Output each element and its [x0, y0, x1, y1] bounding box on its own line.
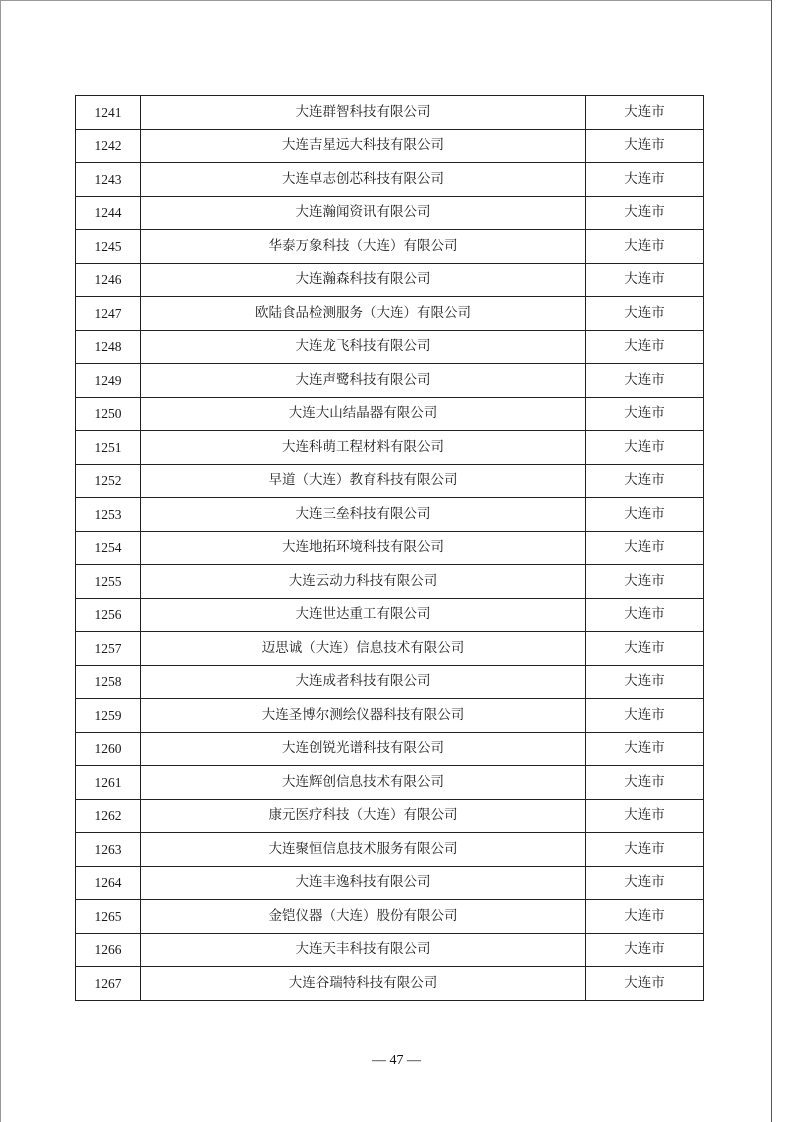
- row-number: 1243: [76, 163, 141, 197]
- table-row: [76, 397, 704, 431]
- city-name: 大连市: [586, 297, 704, 331]
- row-number: 1255: [76, 565, 141, 599]
- row-number: 1261: [76, 766, 141, 800]
- table-row: [76, 364, 704, 398]
- company-name: 大连大山结晶器有限公司: [141, 397, 586, 431]
- city-name: 大连市: [586, 699, 704, 733]
- city-name: 大连市: [586, 498, 704, 532]
- city-name: 大连市: [586, 330, 704, 364]
- company-name: 大连龙飞科技有限公司: [141, 330, 586, 364]
- company-name: 大连卓志创芯科技有限公司: [141, 163, 586, 197]
- row-number: 1249: [76, 364, 141, 398]
- city-name: 大连市: [586, 230, 704, 264]
- table-row: [76, 799, 704, 833]
- table-row: [76, 230, 704, 264]
- row-number: 1264: [76, 866, 141, 900]
- company-name: 大连圣博尔测绘仪器科技有限公司: [141, 699, 586, 733]
- city-name: 大连市: [586, 732, 704, 766]
- row-number: 1265: [76, 900, 141, 934]
- company-name: 大连群智科技有限公司: [141, 96, 586, 130]
- company-name: 大连声鹭科技有限公司: [141, 364, 586, 398]
- city-name: 大连市: [586, 967, 704, 1001]
- row-number: 1266: [76, 933, 141, 967]
- city-name: 大连市: [586, 833, 704, 867]
- company-name: 大连云动力科技有限公司: [141, 565, 586, 599]
- table-row: [76, 464, 704, 498]
- city-name: 大连市: [586, 531, 704, 565]
- row-number: 1257: [76, 632, 141, 666]
- table-row: [76, 163, 704, 197]
- row-number: 1244: [76, 196, 141, 230]
- city-name: 大连市: [586, 799, 704, 833]
- table-row: [76, 699, 704, 733]
- company-name: 大连天丰科技有限公司: [141, 933, 586, 967]
- company-table-body: [76, 96, 704, 1001]
- page-edge-left: [0, 0, 1, 1122]
- row-number: 1263: [76, 833, 141, 867]
- table-row: [76, 263, 704, 297]
- city-name: 大连市: [586, 263, 704, 297]
- page-number: — 47 —: [372, 1053, 421, 1068]
- city-name: 大连市: [586, 196, 704, 230]
- page-edge-right: [771, 0, 772, 1122]
- table-row: [76, 866, 704, 900]
- table-row: [76, 565, 704, 599]
- company-name: 大连科萌工程材料有限公司: [141, 431, 586, 465]
- company-name: 大连成者科技有限公司: [141, 665, 586, 699]
- company-name: 大连谷瑞特科技有限公司: [141, 967, 586, 1001]
- row-number: 1258: [76, 665, 141, 699]
- city-name: 大连市: [586, 565, 704, 599]
- company-table: [75, 95, 704, 1001]
- row-number: 1242: [76, 129, 141, 163]
- city-name: 大连市: [586, 431, 704, 465]
- table-row: [76, 531, 704, 565]
- row-number: 1251: [76, 431, 141, 465]
- company-name: 大连丰逸科技有限公司: [141, 866, 586, 900]
- company-name: 大连三垒科技有限公司: [141, 498, 586, 532]
- row-number: 1267: [76, 967, 141, 1001]
- table-row: [76, 900, 704, 934]
- table-row: [76, 330, 704, 364]
- city-name: 大连市: [586, 866, 704, 900]
- company-name: 大连辉创信息技术有限公司: [141, 766, 586, 800]
- city-name: 大连市: [586, 96, 704, 130]
- row-number: 1254: [76, 531, 141, 565]
- city-name: 大连市: [586, 364, 704, 398]
- company-name: 大连瀚闻资讯有限公司: [141, 196, 586, 230]
- table-row: [76, 665, 704, 699]
- city-name: 大连市: [586, 464, 704, 498]
- table-row: [76, 297, 704, 331]
- row-number: 1253: [76, 498, 141, 532]
- table-row: [76, 129, 704, 163]
- table-row: [76, 732, 704, 766]
- city-name: 大连市: [586, 766, 704, 800]
- company-name: 大连瀚森科技有限公司: [141, 263, 586, 297]
- row-number: 1256: [76, 598, 141, 632]
- company-name: 金铠仪器（大连）股份有限公司: [141, 900, 586, 934]
- city-name: 大连市: [586, 632, 704, 666]
- company-name: 康元医疗科技（大连）有限公司: [141, 799, 586, 833]
- city-name: 大连市: [586, 665, 704, 699]
- city-name: 大连市: [586, 598, 704, 632]
- row-number: 1262: [76, 799, 141, 833]
- table-row: [76, 598, 704, 632]
- row-number: 1250: [76, 397, 141, 431]
- row-number: 1260: [76, 732, 141, 766]
- city-name: 大连市: [586, 933, 704, 967]
- row-number: 1252: [76, 464, 141, 498]
- city-name: 大连市: [586, 129, 704, 163]
- city-name: 大连市: [586, 163, 704, 197]
- page-edge-top: [0, 0, 772, 1]
- table-row: [76, 933, 704, 967]
- company-name: 迈思诚（大连）信息技术有限公司: [141, 632, 586, 666]
- table-row: [76, 833, 704, 867]
- company-name: 大连创锐光谱科技有限公司: [141, 732, 586, 766]
- company-name: 欧陆食品检测服务（大连）有限公司: [141, 297, 586, 331]
- company-name: 大连聚恒信息技术服务有限公司: [141, 833, 586, 867]
- table-row: [76, 766, 704, 800]
- company-name: 大连吉星远大科技有限公司: [141, 129, 586, 163]
- row-number: 1245: [76, 230, 141, 264]
- city-name: 大连市: [586, 900, 704, 934]
- table-row: [76, 431, 704, 465]
- row-number: 1241: [76, 96, 141, 130]
- company-name: 华泰万象科技（大连）有限公司: [141, 230, 586, 264]
- company-name: 大连世达重工有限公司: [141, 598, 586, 632]
- row-number: 1259: [76, 699, 141, 733]
- table-row: [76, 96, 704, 130]
- table-row: [76, 632, 704, 666]
- table-row: [76, 967, 704, 1001]
- city-name: 大连市: [586, 397, 704, 431]
- table-row: [76, 196, 704, 230]
- row-number: 1246: [76, 263, 141, 297]
- company-name: 早道（大连）教育科技有限公司: [141, 464, 586, 498]
- company-name: 大连地拓环境科技有限公司: [141, 531, 586, 565]
- row-number: 1247: [76, 297, 141, 331]
- row-number: 1248: [76, 330, 141, 364]
- table-row: [76, 498, 704, 532]
